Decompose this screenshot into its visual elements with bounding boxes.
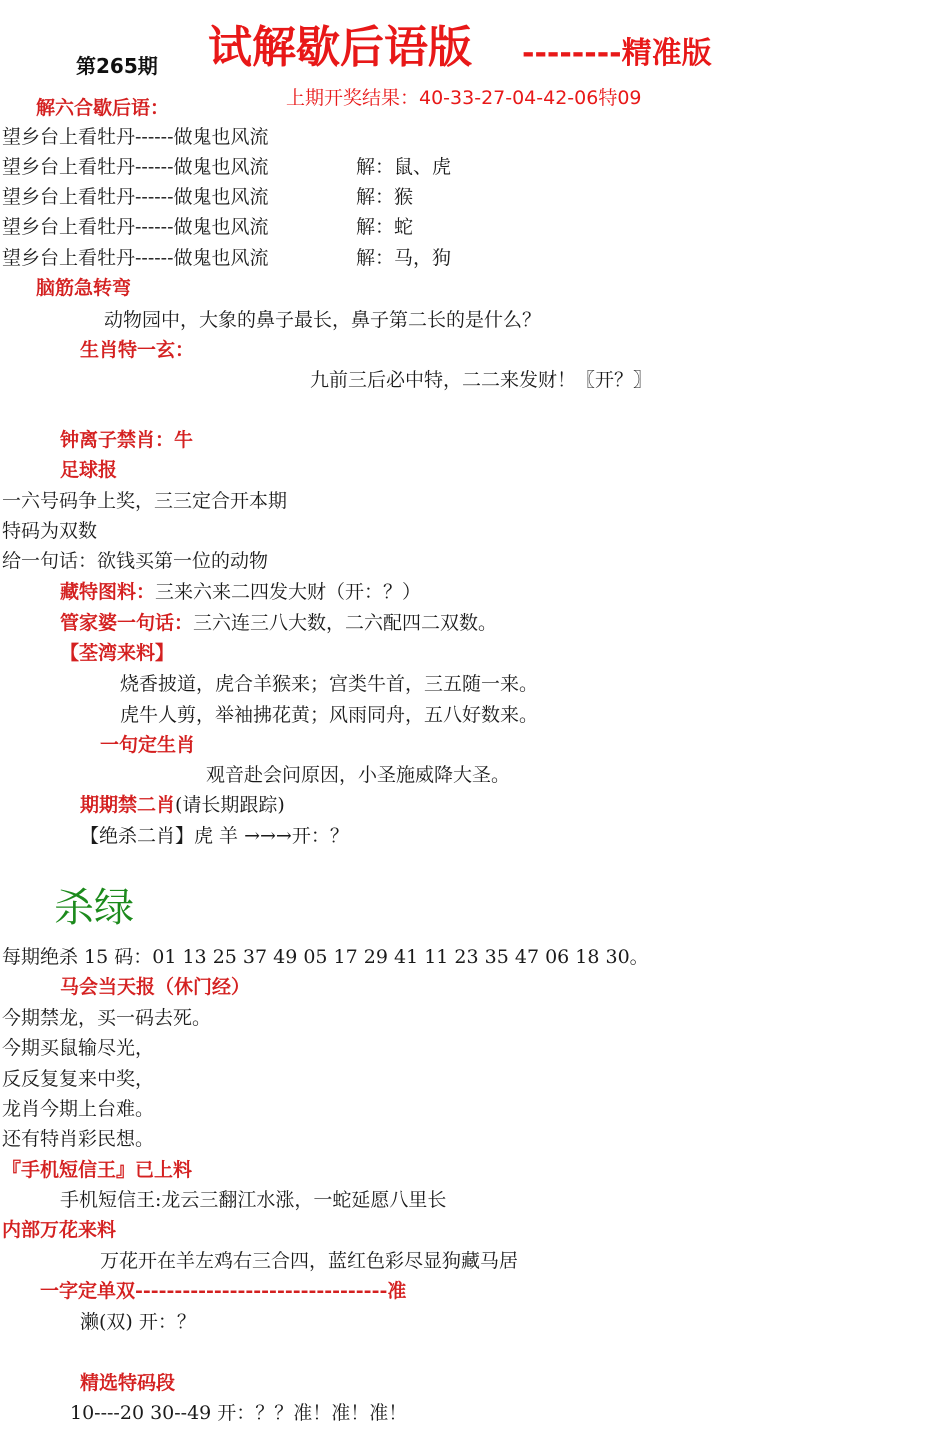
- housekeeper-line: [60, 611, 497, 635]
- zodiac-mystery-heading: 生肖特一玄：: [80, 339, 195, 361]
- riddle-answer-5: 解：马，狗: [356, 247, 452, 269]
- issue-number: 第265期: [76, 54, 158, 78]
- housekeeper-text: 三六连三八大数，二六配四二双数。: [193, 612, 498, 634]
- riddle-line-4: 望乡台上看牡丹------做鬼也风流: [2, 216, 269, 238]
- ban-two-heading: 期期禁二肖: [80, 794, 176, 816]
- hidden-chart-text: 三来六来二四发大财（开：？）: [155, 581, 422, 603]
- one-sentence-text: 观音赴会问原因，小圣施威降大圣。: [206, 764, 511, 786]
- riddle-line-2: 望乡台上看牡丹------做鬼也风流: [2, 156, 269, 178]
- zhongli-value: 牛: [174, 429, 194, 451]
- football-heading: 足球报: [60, 459, 118, 481]
- riddle-heading: 解六合歇后语：: [36, 97, 170, 119]
- quanwan-heading: 【荃湾来料】: [60, 642, 175, 664]
- sms-king-text: 手机短信王:龙云三翻江水涨，一蛇延愿八里长: [60, 1189, 447, 1211]
- zodiac-mystery-text: 九前三后必中特，二二来发财！〖开？〗: [310, 369, 653, 391]
- single-double-heading: 一字定单双--------------------------------准: [40, 1280, 407, 1302]
- ban-two-note: (请长期跟踪): [175, 794, 285, 816]
- brain-teaser-heading: 脑筋急转弯: [36, 277, 132, 299]
- brain-teaser-question: 动物园中，大象的鼻子最长，鼻子第二长的是什么？: [104, 309, 542, 331]
- quanwan-line-1: 烧香披道，虎合羊猴来；宫类牛首，三五随一来。: [120, 673, 539, 695]
- jockey-club-line-2: 今期买鼠输尽光，: [2, 1037, 155, 1059]
- sms-king-heading: 『手机短信王』已上料: [2, 1159, 193, 1181]
- hidden-chart-line: [60, 580, 421, 604]
- jockey-club-heading: 马会当天报（休门经）: [60, 976, 251, 998]
- football-line-1: 一六号码争上奖，三三定合开本期: [2, 490, 288, 512]
- page-title: 试解歇后语版: [208, 22, 472, 73]
- hidden-chart-label: 藏特图料：: [60, 581, 156, 603]
- jockey-club-line-3: 反反复复来中奖，: [2, 1068, 155, 1090]
- kill-green-heading: 杀绿: [54, 885, 134, 931]
- riddle-line-1: 望乡台上看牡丹------做鬼也风流: [2, 126, 269, 148]
- riddle-answer-4: 解：蛇: [356, 216, 414, 238]
- wanhua-heading: 内部万花来料: [2, 1219, 117, 1241]
- riddle-line-3: 望乡台上看牡丹------做鬼也风流: [2, 186, 269, 208]
- jockey-club-line-5: 还有特肖彩民想。: [2, 1128, 155, 1150]
- single-double-text: 濑(双) 开：？: [80, 1311, 196, 1333]
- page-title-suffix: --------精准版: [522, 36, 712, 71]
- ban-two-line: 【绝杀二肖】虎 羊 →→→开：？: [80, 825, 349, 847]
- housekeeper-label: 管家婆一句话：: [60, 612, 194, 634]
- jockey-club-line-4: 龙肖今期上台难。: [2, 1098, 155, 1120]
- riddle-answer-3: 解：猴: [356, 186, 414, 208]
- wanhua-text: 万花开在羊左鸡右三合四，蓝红色彩尽显狗藏马居: [100, 1250, 519, 1272]
- football-line-2: 特码为双数: [2, 520, 98, 542]
- last-draw-result: 上期开奖结果：40-33-27-04-42-06特09: [286, 87, 642, 109]
- zhongli-ban-line: [60, 428, 193, 452]
- riddle-answer-2: 解：鼠、虎: [356, 156, 452, 178]
- special-range-heading: 精选特码段: [80, 1372, 176, 1394]
- riddle-line-5: 望乡台上看牡丹------做鬼也风流: [2, 247, 269, 269]
- kill-green-text: 每期绝杀 15 码：01 13 25 37 49 05 17 29 41 11 23 35 47 06 18 30。: [2, 946, 649, 968]
- quanwan-line-2: 虎牛人剪，举袖拂花黄；风雨同舟，五八好数来。: [120, 704, 539, 726]
- one-sentence-heading: 一句定生肖: [100, 734, 196, 756]
- ban-two-heading-line: [80, 793, 285, 817]
- special-range-text: 10----20 30--49 开：？？准！准！准！: [70, 1402, 408, 1424]
- zhongli-label: 钟离子禁肖：: [60, 429, 175, 451]
- football-line-3: 给一句话：欲钱买第一位的动物: [2, 550, 269, 572]
- jockey-club-line-1: 今期禁龙，买一码去死。: [2, 1007, 212, 1029]
